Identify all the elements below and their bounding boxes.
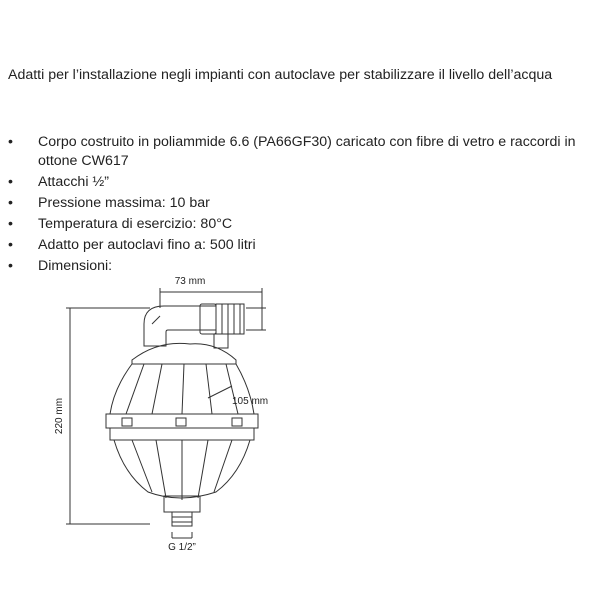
spec-text: Dimensioni:	[38, 258, 113, 274]
rib	[156, 440, 166, 498]
bullet: •	[8, 195, 13, 211]
rib	[152, 364, 162, 414]
spec-text: Adatto per autoclavi fino a: 500 litri	[38, 237, 256, 253]
dim-label-height: 220 mm	[54, 397, 65, 435]
spec-text: Corpo costruito in poliammide 6.6 (PA66GF30) caricato con fibre di vetro e raccordi in ottone CW617	[38, 134, 576, 169]
spec-item	[8, 236, 598, 255]
flange-lower-ring	[110, 428, 254, 440]
technical-drawing	[40, 268, 300, 558]
dim-label-diameter: 105 mm	[232, 396, 269, 407]
rib	[206, 364, 212, 414]
flange-bolt	[232, 418, 242, 426]
rib	[182, 364, 184, 414]
rib	[198, 440, 208, 498]
elbow-fitting	[144, 306, 216, 346]
spec-text: Pressione massima: 10 bar	[38, 195, 210, 211]
spec-item	[8, 133, 598, 171]
dim-label-thread: G 1/2”	[168, 542, 196, 553]
intro-text: Adatti per l’installazione negli impianti con autoclave per stabilizzare il livello dell’acqua	[8, 67, 553, 83]
bullet: •	[8, 134, 13, 150]
spec-item	[8, 173, 598, 192]
rib	[132, 440, 152, 492]
leader-diameter	[208, 386, 232, 398]
elbow-detail	[152, 316, 160, 324]
bullet: •	[8, 258, 13, 274]
flange-bolt	[176, 418, 186, 426]
valve-body	[214, 334, 228, 348]
bullet: •	[8, 216, 13, 232]
spec-text: Attacchi ½”	[38, 174, 109, 190]
bullet: •	[8, 174, 13, 190]
rib	[214, 440, 232, 492]
flange-bolt	[122, 418, 132, 426]
rib	[126, 364, 144, 414]
dim-label-width: 73 mm	[174, 276, 206, 287]
bullet: •	[8, 237, 13, 253]
bottom-thread	[172, 512, 192, 526]
spec-text: Temperatura di esercizio: 80°C	[38, 216, 233, 232]
spec-item	[8, 194, 598, 213]
spec-list	[8, 133, 598, 278]
spec-item	[8, 215, 598, 234]
